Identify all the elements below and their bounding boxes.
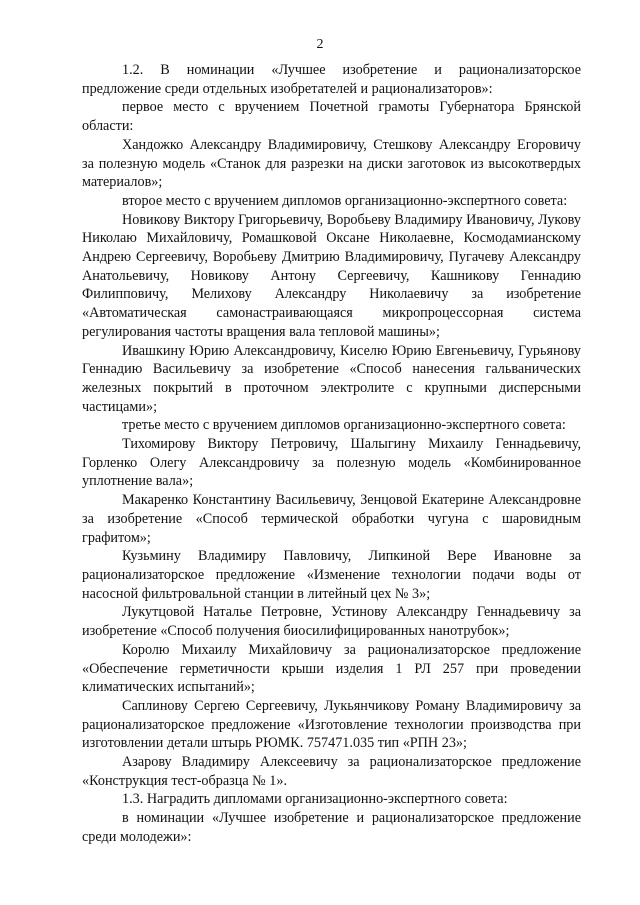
paragraph-award: Ивашкину Юрию Александровичу, Киселю Юрию Евгеньевичу, Гурьянову Геннадию Васильевичу за изобретение «Способ нанесения гальванических железных покрытий в проточном электролите с крупными дисперсными частицами»;: [82, 342, 581, 415]
paragraph-award: Новикову Виктору Григорьевичу, Воробьеву Владимиру Ивановичу, Лукову Николаю Михайловичу, Ромашковой Оксане Николаевне, Космодамианскому Андрею Сергеевичу, Воробьеву Дмитрию Владимировичу, Пугачеву Александру Анатольевичу, Новикову Антону Сергеевичу, Кашникову Геннадию Филипповичу, Мелихову Александру Николаевичу за изобретение «Автоматическая самонастраивающаяся микропроцессорная система регулирования частоты вращения вала тепловой машины»;: [82, 211, 581, 340]
paragraph-award: Тихомирову Виктору Петровичу, Шалыгину Михаилу Геннадьевичу, Горленко Олегу Александровичу за полезную модель «Комбинированное уплотнение вала»;: [82, 436, 581, 490]
paragraph-first-place: первое место с вручением Почетной грамоты Губернатора Брянской области:: [82, 99, 581, 135]
paragraph-award: Лукутцовой Наталье Петровне, Устинову Александру Геннадьевичу за изобретение «Способ получения биосилифицированных нанотрубок»;: [82, 604, 581, 640]
paragraph-award: Королю Михаилу Михайловичу за рационализаторское предложение «Обеспечение герметичности крыши изделия 1 РЛ 257 при проведении климатических испытаний»;: [82, 641, 581, 696]
paragraph-second-place: второе место с вручением дипломов организационно-экспертного совета:: [122, 192, 568, 209]
document-body: [82, 61, 581, 847]
paragraph-award: Азарову Владимиру Алексеевичу за рационализаторское предложение «Конструкция тест-образца № 1».: [82, 754, 581, 789]
paragraph-award: Кузьмину Владимиру Павловичу, Липкиной Вере Ивановне за рационализаторское предложение «Изменение технологии подачи воды от насосной фильтровальной станции в литейный цех № 3»;: [82, 548, 581, 602]
paragraph-award: Саплинову Сергею Сергеевичу, Лукьянчикову Роману Владимировичу за рационализаторское предложение «Изготовление технологии производства при изготовлении детали штырь РЮМК. 757471.035 тип «РПН 23»;: [82, 697, 581, 752]
paragraph-award: Макаренко Константину Васильевичу, Зенцовой Екатерине Александровне за изобретение «Способ термической обработки чугуна с шаровидным графитом»;: [82, 492, 581, 546]
paragraph-third-place: третье место с вручением дипломов организационно-экспертного совета:: [122, 417, 566, 434]
paragraph-item-1-3: 1.3. Наградить дипломами организационно-экспертного совета:: [122, 791, 508, 808]
paragraph-item-1-2: 1.2. В номинации «Лучшее изобретение и рационализаторское предложение среди отдельных изобретателей и рационализаторов»:: [82, 62, 581, 97]
paragraph-youth-nomination: в номинации «Лучшее изобретение и рационализаторское предложение среди молодежи»:: [82, 810, 581, 845]
page-number: 2: [316, 37, 324, 52]
paragraph-award: Хандожко Александру Владимировичу, Стешкову Александру Егоровичу за полезную модель «Станок для разрезки на диски заготовок из высокотвердых материалов»;: [82, 136, 581, 191]
